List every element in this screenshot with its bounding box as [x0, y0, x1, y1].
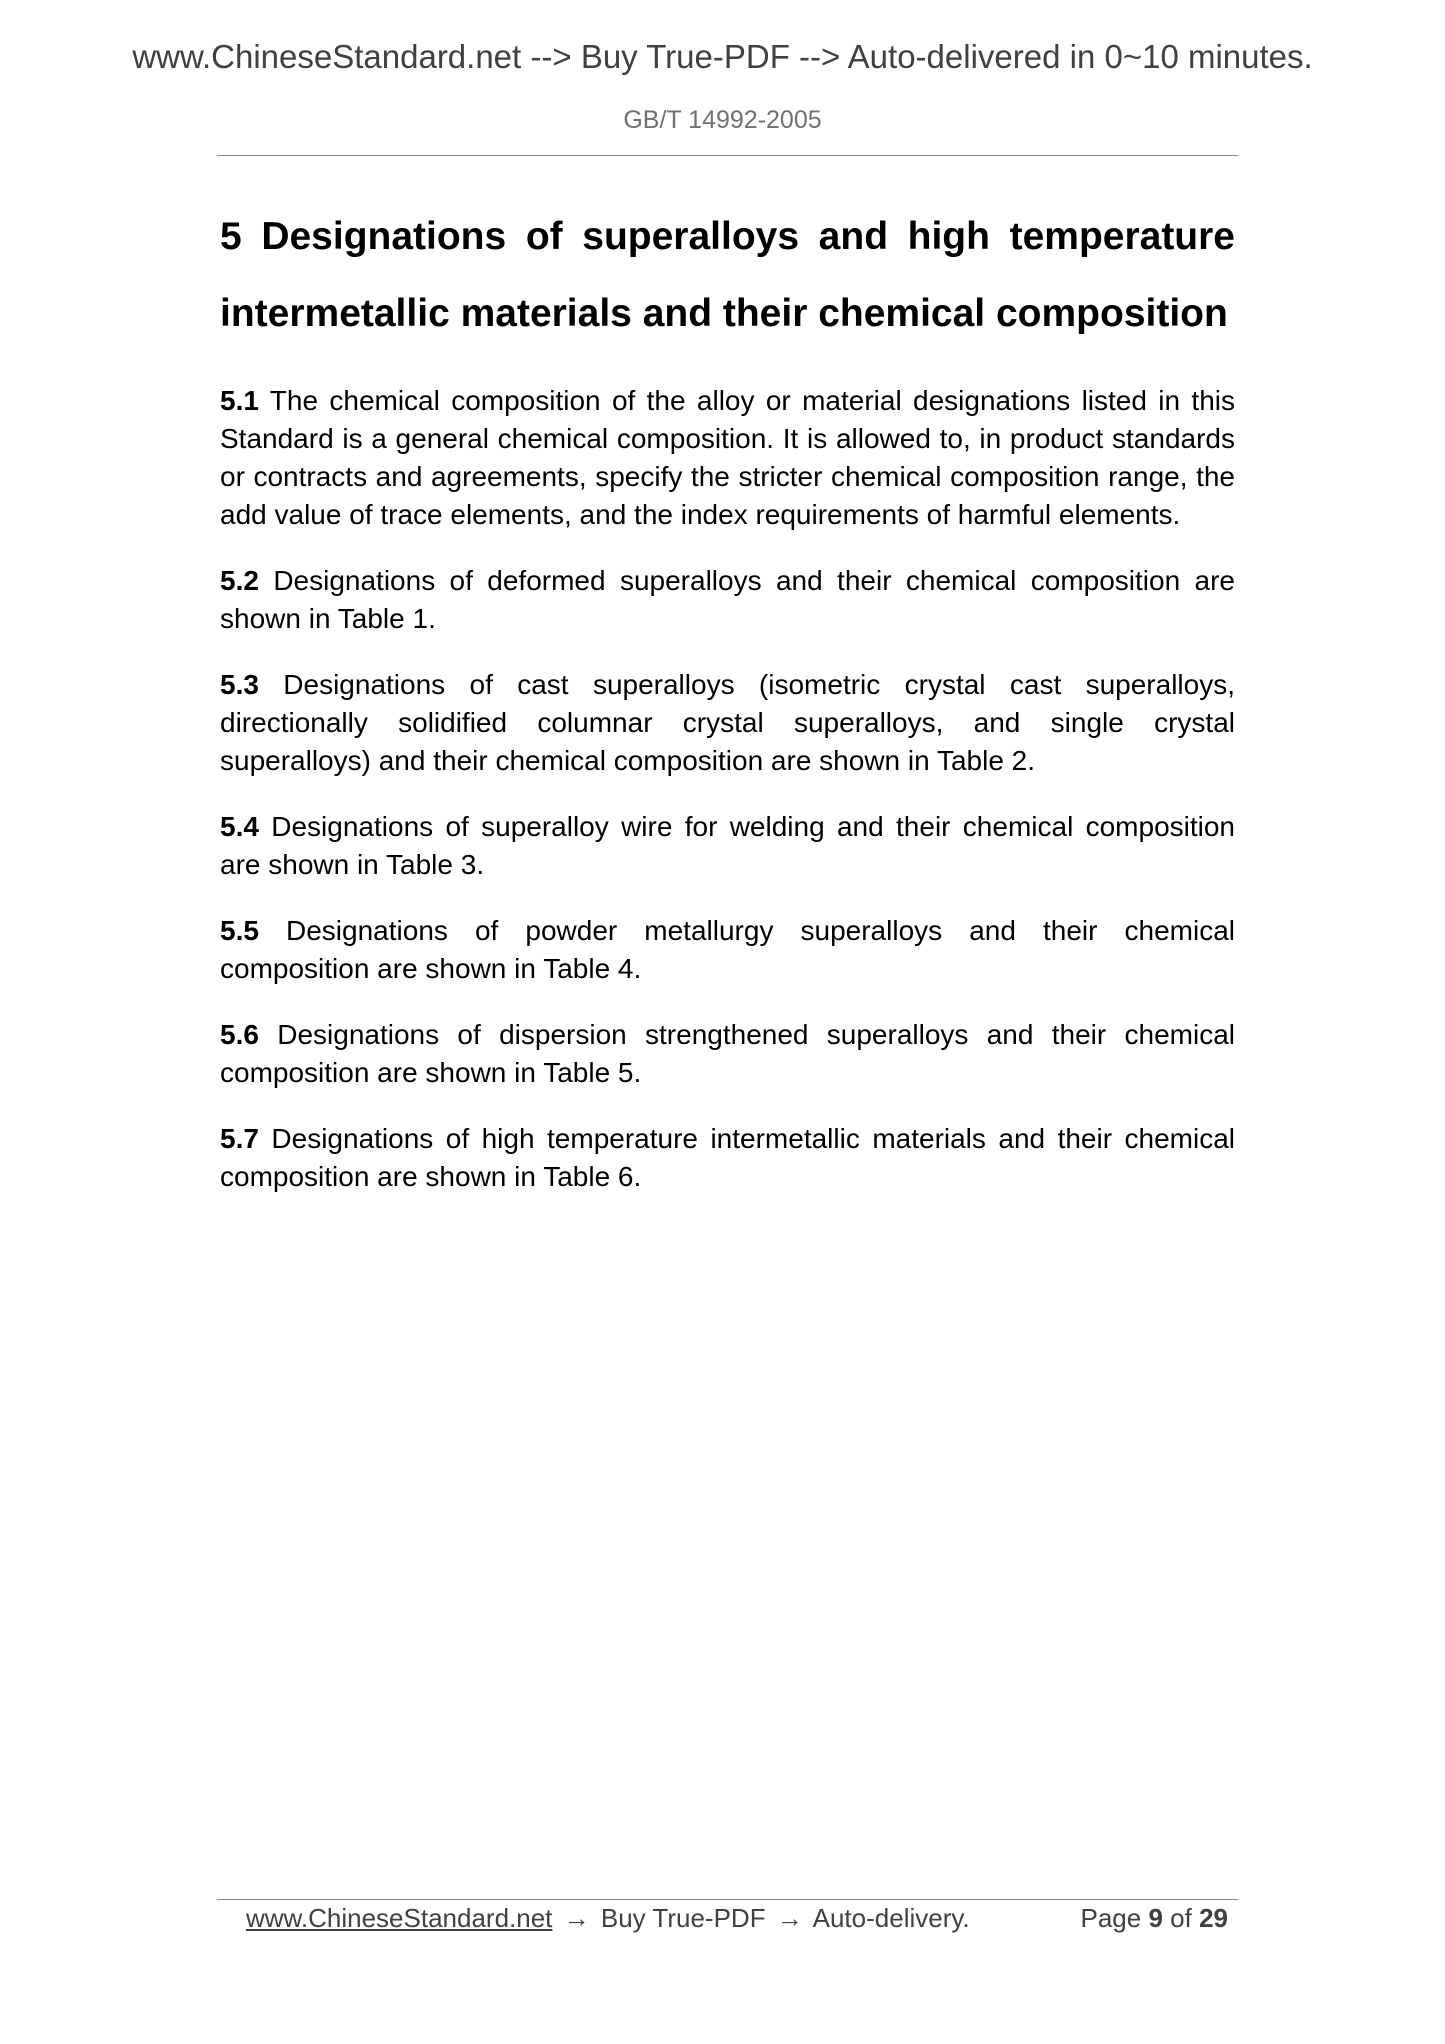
clause-5-6: [220, 1016, 1235, 1092]
banner-buy-text: Buy True-PDF: [580, 38, 790, 75]
page-of-label: of: [1170, 1903, 1192, 1933]
clause-text: Designations of dispersion strengthened superalloys and their chemical composition are shown in Table 5.: [220, 1019, 1235, 1088]
clause-text: Designations of high temperature intermetallic materials and their chemical composition are shown in Table 6.: [220, 1123, 1236, 1192]
banner-delivery-text: Auto-delivered in 0~10 minutes.: [847, 38, 1313, 75]
clause-number: 5.3: [220, 669, 259, 700]
clause-text: Designations of deformed superalloys and their chemical composition are shown in Table 1.: [220, 565, 1235, 634]
clause-number: 5.7: [220, 1123, 259, 1154]
page-total: 29: [1199, 1903, 1228, 1933]
clause-text: Designations of cast superalloys (isometric crystal cast superalloys, directionally solidified columnar crystal superalloys, and single crystal superalloys) and their chemical composition are shown in Table 2.: [220, 669, 1235, 776]
clause-number: 5.2: [220, 565, 259, 596]
footer-buy-text: Buy True-PDF: [600, 1903, 766, 1933]
clause-5-3: [220, 666, 1235, 780]
clause-number: 5.6: [220, 1019, 259, 1050]
clause-5-1: [220, 382, 1235, 534]
banner-separator: -->: [530, 38, 572, 75]
page-current: 9: [1148, 1903, 1163, 1933]
top-banner: [0, 38, 1445, 76]
footer-site-link[interactable]: www.ChineseStandard.net: [246, 1903, 553, 1933]
page-number: [1080, 1903, 1228, 1934]
clause-text: The chemical composition of the alloy or material designations listed in this Standard is a general chemical composition. It is allowed to, in product standards or contracts and agreements, specify the stricter chemical composition range, the add value of trace elements, and the index requirements of harmful elements.: [220, 385, 1235, 530]
clause-5-7: [220, 1120, 1235, 1196]
clause-number: 5.1: [220, 385, 259, 416]
header-divider: [217, 155, 1238, 156]
banner-site-link[interactable]: www.ChineseStandard.net: [132, 38, 522, 75]
right-arrow-icon: →: [776, 1903, 803, 1933]
footer-promo: [246, 1903, 970, 1934]
clause-5-5: [220, 912, 1235, 988]
document-body: [220, 198, 1235, 1224]
clause-text: Designations of powder metallurgy superalloys and their chemical composition are shown in Table 4.: [220, 915, 1236, 984]
clause-5-2: [220, 562, 1235, 638]
footer-delivery-text: Auto-delivery.: [812, 1903, 970, 1933]
right-arrow-icon: →: [563, 1903, 590, 1933]
document-code: GB/T 14992-2005: [623, 106, 822, 134]
footer-divider: [217, 1899, 1238, 1900]
clause-number: 5.4: [220, 811, 259, 842]
clause-text: Designations of superalloy wire for welding and their chemical composition are shown in Table 3.: [220, 811, 1236, 880]
page-label: Page: [1080, 1903, 1142, 1933]
clause-number: 5.5: [220, 915, 259, 946]
banner-separator: -->: [799, 38, 841, 75]
clause-5-4: [220, 808, 1235, 884]
section-title: 5 Designations of superalloys and high temperature intermetallic materials and their chemical composition: [220, 215, 1235, 335]
